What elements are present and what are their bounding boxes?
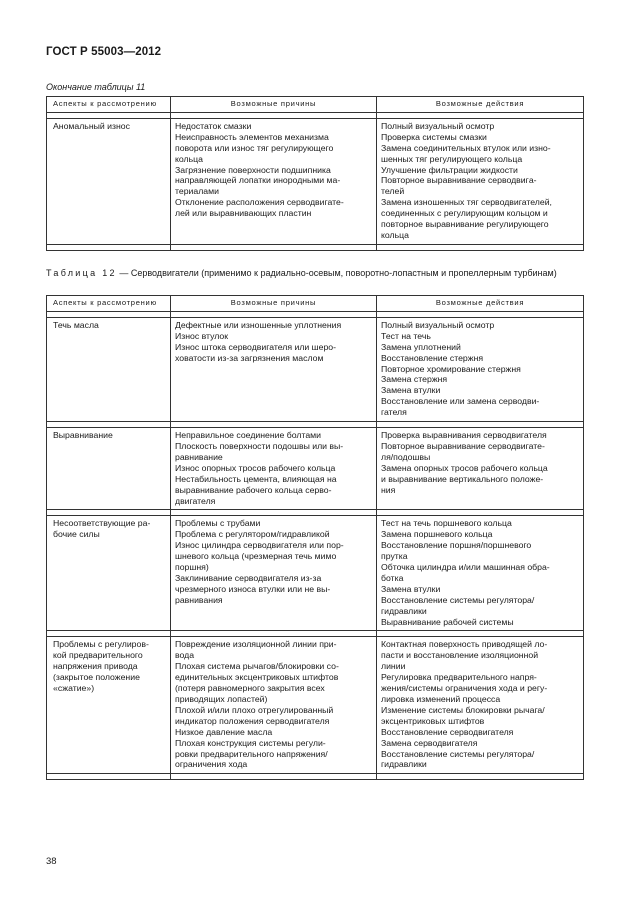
cell-line: поворота или износ тяг регулирующего bbox=[175, 142, 334, 153]
table-12-title: — Серводвигатели (применимо к радиально-осевым, поворотно-лопастным и пропеллерным турбинам) bbox=[116, 268, 557, 278]
cell-line: Проблема с регулятором/гидравликой bbox=[175, 529, 330, 540]
cell-line: Износ опорных тросов рабочего кольца bbox=[175, 462, 336, 473]
cell-aspect bbox=[47, 317, 171, 421]
table-row bbox=[47, 118, 584, 244]
cell-line: индикатор положения серводвигателя bbox=[175, 715, 330, 726]
standard-designation: ГОСТ Р 55003—2012 bbox=[46, 46, 162, 58]
cell-line: Полный визуальный осмотр bbox=[381, 120, 495, 131]
cell-line: Восстановление поршня/поршневого bbox=[381, 540, 532, 551]
cell-aspect bbox=[47, 637, 171, 774]
cell-line: шенных тяг регулирующего кольца bbox=[381, 153, 523, 164]
cell-line: Повреждение изоляционной линии при- bbox=[175, 639, 337, 650]
cell-line: Полный визуальный осмотр bbox=[381, 319, 495, 330]
cell-line: чрезмерного износа втулки или не вы- bbox=[175, 583, 331, 594]
cell-line: равнивания bbox=[175, 594, 223, 605]
cell-line: Неправильное соединение болтами bbox=[175, 430, 321, 441]
cell-line: териалами bbox=[175, 186, 219, 197]
cell-line: направляющей лопатки инородными ма- bbox=[175, 175, 341, 186]
cell-line: Замена втулки bbox=[381, 385, 441, 396]
cell-line: Восстановление стержня bbox=[381, 352, 484, 363]
table-spacer-row bbox=[47, 774, 584, 780]
cell-line: двигателя bbox=[175, 495, 216, 506]
cell-line: шневого кольца (чрезмерная течь мимо bbox=[175, 551, 337, 562]
header-aspects: Аспекты к рассмотрению bbox=[47, 97, 171, 113]
cell-line: повторное выравнивание регулирующего bbox=[381, 219, 549, 230]
cell-line: выравнивание рабочего кольца серво- bbox=[175, 484, 332, 495]
cell-line: Дефектные или изношенные уплотнения bbox=[175, 319, 342, 330]
cell-causes bbox=[171, 516, 377, 631]
cell-line: Отклонение расположения серводвигате- bbox=[175, 197, 344, 208]
cell-line: Обточка цилиндра и/или машинная обра- bbox=[381, 562, 550, 573]
table-12 bbox=[46, 295, 584, 780]
cell-line: Контактная поверхность приводящей ло- bbox=[381, 639, 548, 650]
cell-line: Выравнивание bbox=[53, 430, 113, 441]
cell-line: гидравлики bbox=[381, 759, 427, 770]
page-number: 38 bbox=[46, 856, 57, 867]
cell-line: Износ втулок bbox=[175, 330, 229, 341]
cell-line: эксцентриковых штифтов bbox=[381, 715, 485, 726]
table-header-row bbox=[47, 296, 584, 312]
cell-line: ния bbox=[381, 484, 396, 495]
cell-line: Загрязнение поверхности подшипника bbox=[175, 164, 331, 175]
table-spacer-row bbox=[47, 244, 584, 250]
cell-line: напряжения привода bbox=[53, 661, 138, 672]
table-header-row bbox=[47, 97, 584, 113]
table-row bbox=[47, 428, 584, 510]
cell-causes bbox=[171, 317, 377, 421]
table-row bbox=[47, 516, 584, 631]
cell-actions bbox=[377, 428, 584, 510]
cell-line: Неисправность элементов механизма bbox=[175, 131, 329, 142]
cell-causes bbox=[171, 637, 377, 774]
cell-line: Замена поршневого кольца bbox=[381, 529, 493, 540]
cell-actions bbox=[377, 516, 584, 631]
cell-line: приводящих лопастей) bbox=[175, 694, 268, 704]
cell-line: Плоскость поверхности подошвы или вы- bbox=[175, 440, 344, 451]
table-row bbox=[47, 317, 584, 421]
cell-line: Восстановление серводвигателя bbox=[381, 726, 514, 737]
cell-line: Тест на течь поршневого кольца bbox=[381, 518, 512, 529]
header-actions: Возможные действия bbox=[377, 296, 584, 312]
cell-line: Восстановление системы регулятора/ bbox=[381, 748, 535, 759]
cell-line: Замена втулки bbox=[381, 583, 441, 594]
cell-line: и выравнивание вертикального положе- bbox=[381, 473, 544, 484]
cell-line: Износ штока серводвигателя или шеро- bbox=[175, 341, 337, 352]
cell-line: Восстановление системы регулятора/ bbox=[381, 594, 535, 605]
cell-line: Замена стержня bbox=[381, 374, 448, 385]
cell-line: (потеря равномерного закрытия всех bbox=[175, 683, 325, 694]
cell-line: (закрытое положение bbox=[53, 672, 140, 683]
header-actions: Возможные действия bbox=[377, 97, 584, 113]
cell-line: Замена уплотнений bbox=[381, 341, 461, 352]
cell-line: ховатости из-за загрязнения маслом bbox=[175, 352, 324, 363]
cell-line: Восстановление или замена серводви- bbox=[381, 396, 540, 407]
cell-line: поршня) bbox=[175, 562, 209, 573]
table-12-caption bbox=[46, 268, 582, 280]
cell-line: гателя bbox=[381, 407, 407, 418]
cell-line: Изменение системы блокировки рычага/ bbox=[381, 704, 545, 715]
cell-line: Регулировка предварительного напря- bbox=[381, 672, 537, 683]
cell-line: Плохая конструкция системы регули- bbox=[175, 737, 326, 748]
cell-line: Заклинивание серводвигателя из-за bbox=[175, 572, 322, 583]
cell-actions bbox=[377, 118, 584, 244]
cell-line: равнивание bbox=[175, 451, 223, 462]
cell-line: Низкое давление масла bbox=[175, 726, 273, 737]
cell-line: единительных эксцентриковых штифтов bbox=[175, 672, 339, 683]
cell-line: Улучшение фильтрации жидкости bbox=[381, 164, 518, 175]
cell-line: кольца bbox=[175, 153, 203, 164]
table-11-continuation-label: Окончание таблицы 11 bbox=[46, 82, 146, 92]
cell-line: гидравлики bbox=[381, 605, 427, 616]
cell-line: Проверка выравнивания серводвигателя bbox=[381, 430, 547, 441]
cell-actions bbox=[377, 317, 584, 421]
cell-line: лировка изменений процесса bbox=[381, 694, 501, 704]
cell-line: ровки предварительного напряжения/ bbox=[175, 748, 328, 759]
cell-line: Течь масла bbox=[53, 319, 99, 330]
cell-line: Нестабильность цемента, влияющая на bbox=[175, 473, 337, 484]
header-aspects: Аспекты к рассмотрению bbox=[47, 296, 171, 312]
cell-causes bbox=[171, 118, 377, 244]
cell-line: линии bbox=[381, 661, 406, 672]
cell-line: Повторное выравнивание серводвигате- bbox=[381, 440, 545, 451]
cell-aspect bbox=[47, 516, 171, 631]
cell-line: Износ цилиндра серводвигателя или пор- bbox=[175, 540, 344, 551]
cell-line: Замена изношенных тяг серводвигателей, bbox=[381, 197, 552, 208]
cell-line: Плохой и/или плохо отрегулированный bbox=[175, 704, 334, 715]
header-causes: Возможные причины bbox=[171, 296, 377, 312]
cell-line: ботка bbox=[381, 572, 404, 583]
cell-line: кольца bbox=[381, 229, 409, 240]
cell-line: «сжатие») bbox=[53, 683, 95, 694]
cell-line: Плохая система рычагов/блокировки со- bbox=[175, 661, 339, 672]
cell-line: Аномальный износ bbox=[53, 120, 130, 131]
table-row bbox=[47, 637, 584, 774]
cell-aspect bbox=[47, 118, 171, 244]
cell-line: кой предварительного bbox=[53, 650, 143, 661]
table-11 bbox=[46, 96, 584, 251]
cell-line: вода bbox=[175, 650, 195, 661]
cell-line: бочие силы bbox=[53, 529, 100, 540]
cell-line: Несоответствующие ра- bbox=[53, 518, 151, 529]
cell-line: Повторное выравнивание серводвигa- bbox=[381, 175, 537, 186]
cell-line: Проверка системы смазки bbox=[381, 131, 487, 142]
cell-line: жения/системы ограничения хода и регу- bbox=[381, 683, 548, 694]
cell-line: телей bbox=[381, 186, 405, 197]
cell-line: ля/подошвы bbox=[381, 451, 431, 462]
cell-line: Тест на течь bbox=[381, 330, 431, 341]
header-causes: Возможные причины bbox=[171, 97, 377, 113]
cell-line: лей или выравнивающих пластин bbox=[175, 208, 312, 219]
cell-line: Замена опорных тросов рабочего кольца bbox=[381, 462, 548, 473]
cell-line: Выравнивание рабочей системы bbox=[381, 616, 514, 627]
cell-line: соединенных с регулирующим кольцом и bbox=[381, 208, 548, 219]
cell-line: Проблемы с трубами bbox=[175, 518, 261, 529]
cell-aspect bbox=[47, 428, 171, 510]
cell-line: Повторное хромирование стержня bbox=[381, 363, 521, 374]
cell-causes bbox=[171, 428, 377, 510]
cell-line: Проблемы с регулиров- bbox=[53, 639, 149, 650]
cell-line: пасти и восстановление изоляционной bbox=[381, 650, 539, 661]
cell-actions bbox=[377, 637, 584, 774]
cell-line: Замена соединительных втулок или изно- bbox=[381, 142, 551, 153]
cell-line: Недостаток смазки bbox=[175, 120, 252, 131]
cell-line: прутка bbox=[381, 551, 408, 562]
table-12-label: Таблица 12 bbox=[46, 268, 117, 278]
cell-line: Замена серводвигателя bbox=[381, 737, 478, 748]
cell-line: ограничения хода bbox=[175, 759, 248, 770]
